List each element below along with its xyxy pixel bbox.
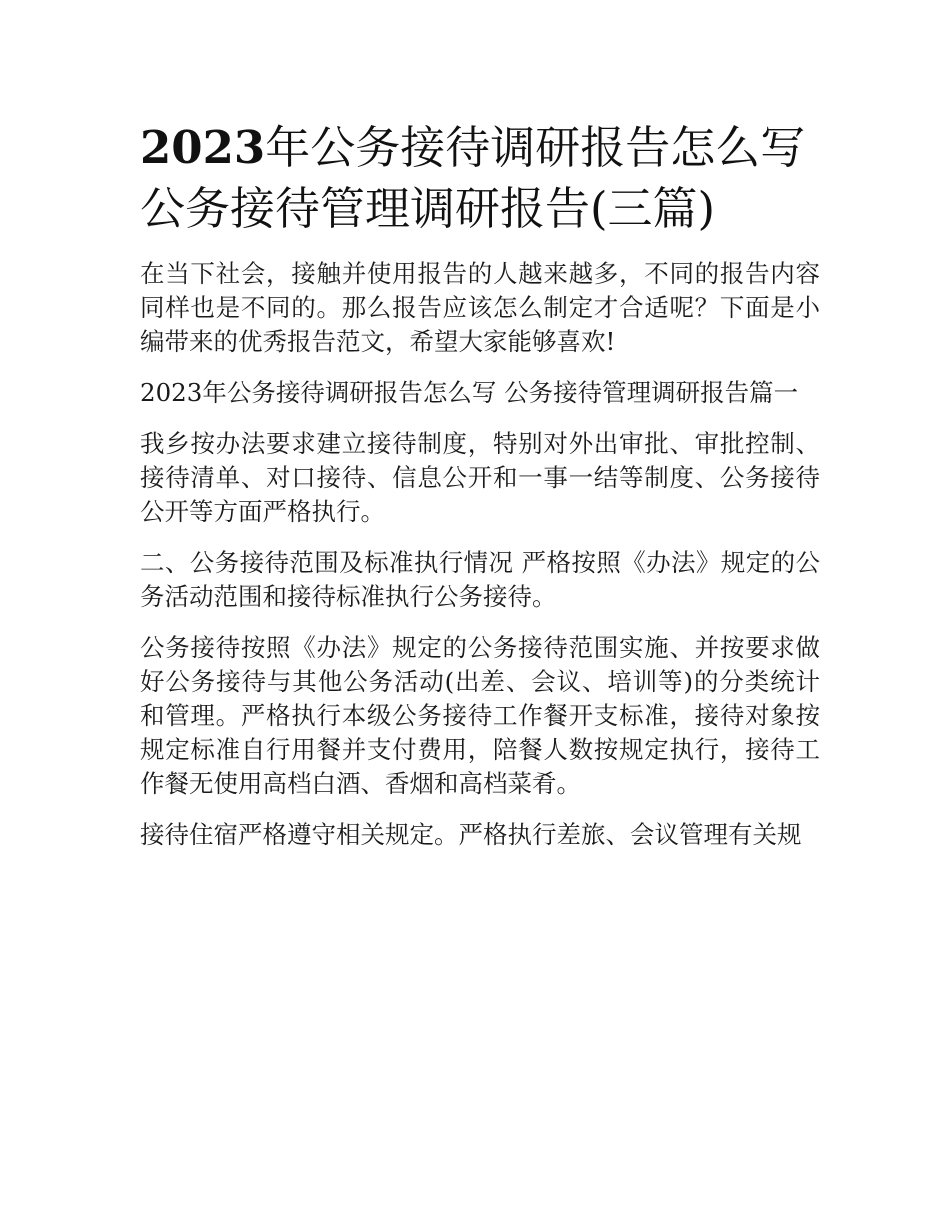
- title-text: 年公务接待调研报告怎么写 公务接待管理调研报告(三篇): [140, 121, 806, 235]
- document-title: [140, 117, 820, 239]
- body-paragraph: 我乡按办法要求建立接待制度，特别对外出审批、审批控制、接待清单、对口接待、信息公开和一事一结等制度、公务接待公开等方面严格执行。: [140, 429, 820, 526]
- section-heading: 2023年公务接待调研报告怎么写 公务接待管理调研报告篇一: [140, 378, 799, 407]
- title-year: 2023: [140, 121, 266, 174]
- body-paragraph: 二、公务接待范围及标准执行情况 严格按照《办法》规定的公务活动范围和接待标准执行公务接待。: [140, 548, 820, 611]
- document-body: [140, 117, 820, 869]
- intro-paragraph: 在当下社会，接触并使用报告的人越来越多，不同的报告内容同样也是不同的。那么报告应该怎么制定才合适呢？下面是小编带来的优秀报告范文，希望大家能够喜欢!: [140, 259, 820, 356]
- body-paragraph: 公务接待按照《办法》规定的公务接待范围实施、并按要求做好公务接待与其他公务活动(出差、会议、培训等)的分类统计和管理。严格执行本级公务接待工作餐开支标准，接待对象按规定标准自行用餐并支付费用，陪餐人数按规定执行，接待工作餐无使用高档白酒、香烟和高档菜肴。: [140, 633, 820, 798]
- body-paragraph: 接待住宿严格遵守相关规定。严格执行差旅、会议管理有关规: [140, 820, 802, 849]
